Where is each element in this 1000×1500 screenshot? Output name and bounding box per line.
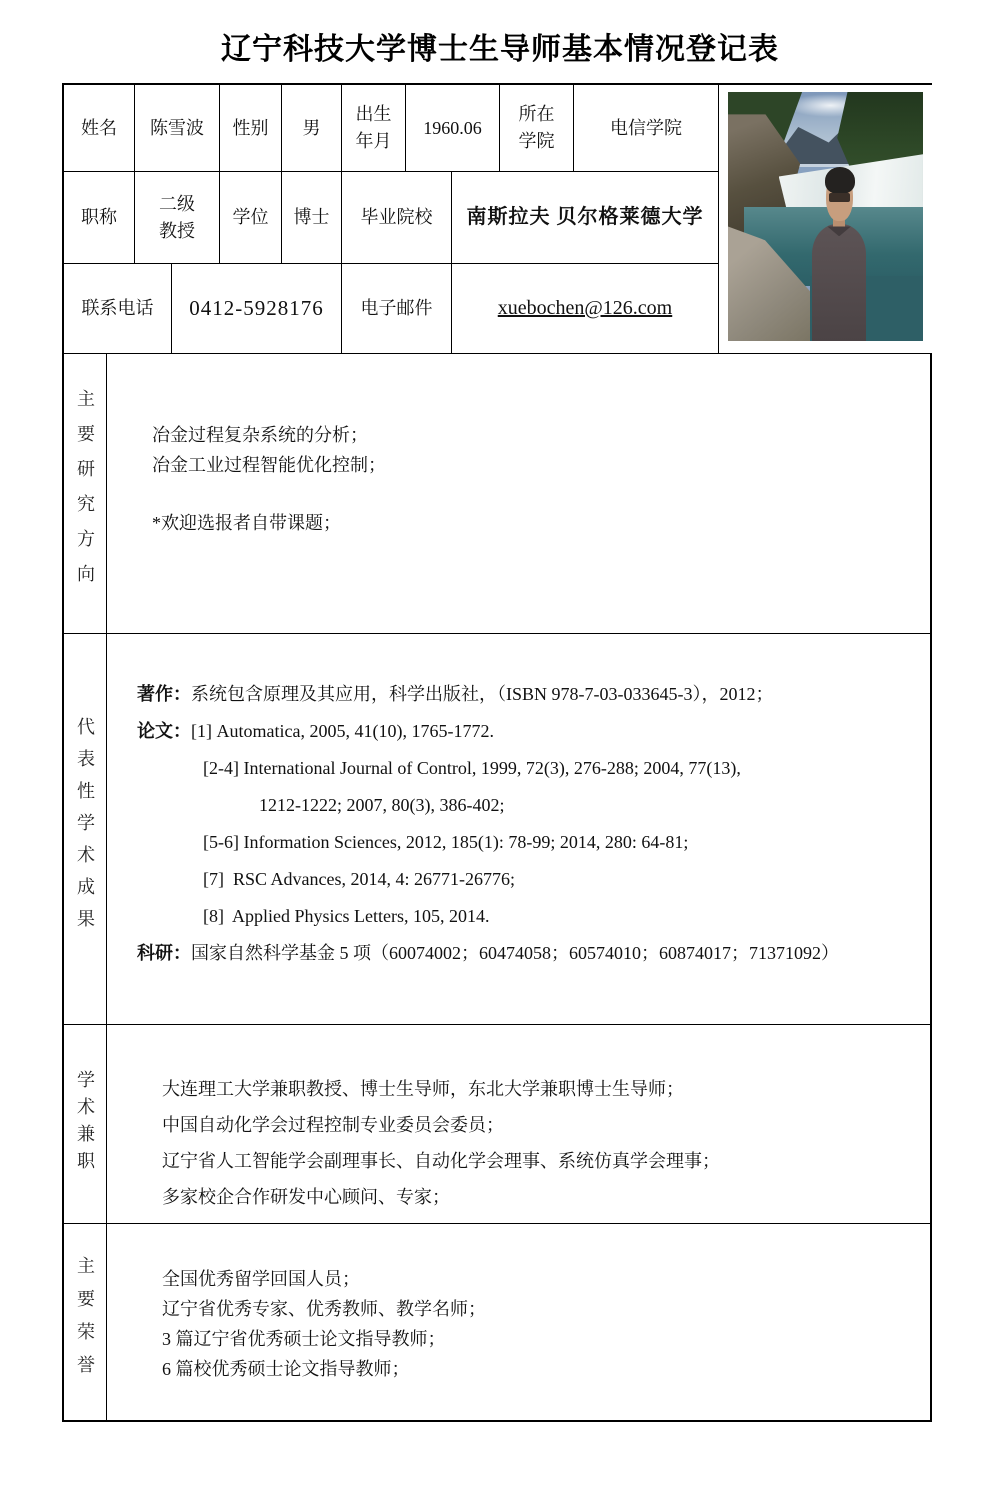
email-label: 电子邮件: [342, 264, 452, 354]
achievements-label-text: 代表性学术成果: [75, 717, 96, 941]
name-label: 姓名: [64, 85, 135, 172]
funds-line: [137, 935, 916, 972]
papers-label-text: 论文：: [137, 721, 191, 741]
papers-line: [2-4] International Journal of Control, 1999, 72(3), 276-288; 2004, 77(13),: [203, 758, 741, 778]
photo-person-sunglasses: [829, 193, 849, 202]
papers-line: 1212-1222; 2007, 80(3), 386-402;: [259, 795, 505, 815]
email-link[interactable]: xuebochen@126.com: [497, 297, 673, 319]
academic-positions-content: [107, 1025, 932, 1224]
research-directions-content: [107, 354, 932, 634]
achievements-content: [107, 634, 932, 1025]
honor-line: 辽宁省优秀专家、优秀教师、教学名师；: [162, 1299, 486, 1319]
position-line: 中国自动化学会过程控制专业委员会委员；: [162, 1115, 504, 1135]
college-label-text: 所在学院: [518, 104, 555, 151]
funds-label-text: 科研：: [137, 943, 191, 963]
honors-label: [64, 1224, 107, 1420]
phone-value: 0412-5928176: [172, 264, 342, 354]
honors-label-text: 主要荣誉: [75, 1256, 96, 1388]
email-cell: [452, 264, 719, 354]
works-text: 系统包含原理及其应用，科学出版社，（ISBN 978-7-03-033645-3），2012；: [191, 684, 774, 704]
honors-content: [107, 1224, 932, 1420]
page-title: 辽宁科技大学博士生导师基本情况登记表: [221, 33, 779, 66]
honor-line: 3 篇辽宁省优秀硕士论文指导教师；: [162, 1329, 446, 1349]
papers-line: [7] RSC Advances, 2014, 4: 26771-26776;: [203, 869, 515, 889]
research-line: 冶金过程复杂系统的分析；: [152, 425, 368, 445]
papers-line: [137, 713, 916, 750]
achievements-label: [64, 634, 107, 1025]
gender-value: 男: [282, 85, 342, 172]
phone-label: 联系电话: [64, 264, 172, 354]
papers-text: [1] Automatica, 2005, 41(10), 1765-1772.: [191, 721, 494, 741]
prof-title-value: [135, 172, 220, 264]
photo-person-hair: [825, 167, 855, 194]
papers-line: [5-6] Information Sciences, 2012, 185(1): 78-99; 2014, 280: 64-81;: [203, 832, 689, 852]
papers-line: [8] Applied Physics Letters, 105, 2014.: [203, 906, 490, 926]
degree-value: 博士: [282, 172, 342, 264]
honor-line: 全国优秀留学回国人员；: [162, 1269, 360, 1289]
prof-title-value-text: 二级教授: [158, 193, 195, 241]
degree-label: 学位: [220, 172, 282, 264]
research-line: 冶金工业过程智能优化控制；: [152, 455, 386, 475]
registration-table: [62, 83, 932, 1422]
alma-mater-label: 毕业院校: [342, 172, 452, 264]
position-line: 大连理工大学兼职教授、博士生导师，东北大学兼职博士生导师；: [162, 1079, 684, 1099]
birth-label-text: 出生年月: [355, 104, 392, 151]
research-directions-label-text: 主要研究方向: [75, 388, 96, 599]
college-label: [500, 85, 574, 172]
position-line: 辽宁省人工智能学会副理事长、自动化学会理事、系统仿真学会理事；: [162, 1151, 720, 1171]
honor-line: 6 篇校优秀硕士论文指导教师；: [162, 1359, 410, 1379]
research-line: *欢迎选报者自带课题；: [152, 513, 341, 533]
academic-positions-label: [64, 1025, 107, 1224]
works-line: [137, 676, 916, 713]
photo-person-torso: [812, 224, 867, 341]
works-label-text: 著作：: [137, 684, 191, 704]
college-value: 电信学院: [574, 85, 719, 172]
photo-cell: [719, 85, 932, 354]
gender-label: 性别: [220, 85, 282, 172]
alma-mater-value: 南斯拉夫 贝尔格莱德大学: [452, 172, 719, 264]
portrait-photo: [728, 92, 923, 341]
birth-value: 1960.06: [406, 85, 500, 172]
birth-label: [342, 85, 406, 172]
academic-positions-label-text: 学术兼职: [75, 1070, 96, 1178]
position-line: 多家校企合作研发中心顾问、专家；: [162, 1187, 450, 1207]
name-value: 陈雪波: [135, 85, 220, 172]
prof-title-label: 职称: [64, 172, 135, 264]
research-directions-label: [64, 354, 107, 634]
funds-text: 国家自然科学基金 5 项（60074002；60474058；60574010；60874017；71371092）: [191, 943, 839, 963]
